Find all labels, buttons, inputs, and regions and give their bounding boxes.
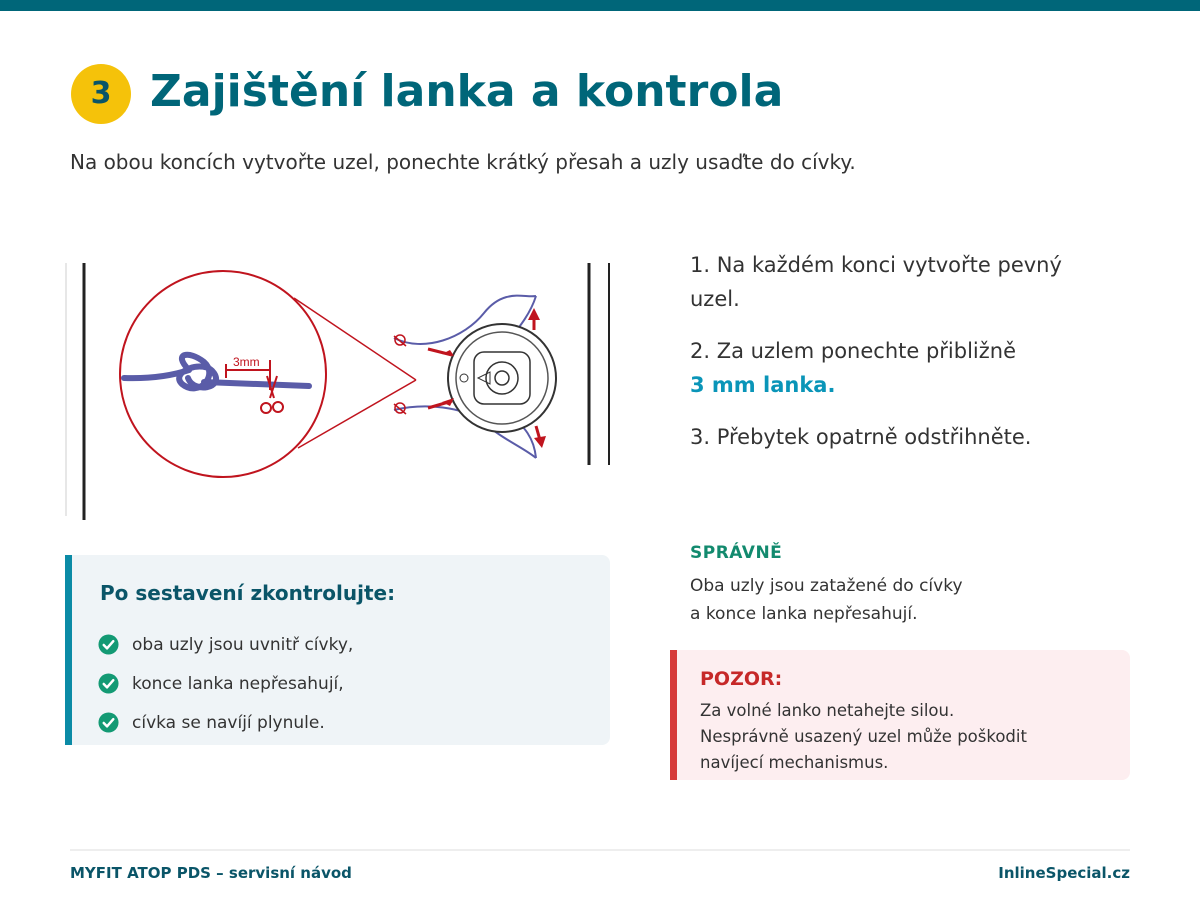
correct-title: SPRÁVNĚ — [690, 543, 783, 563]
zoom-circle — [120, 271, 326, 477]
correct-text-line: Oba uzly jsou zatažené do cívky — [690, 576, 963, 596]
warning-title: POZOR: — [700, 668, 783, 690]
warning-text-line: Nesprávně usazený uzel může poškodit — [700, 727, 1027, 746]
checklist-panel — [65, 555, 610, 745]
footer-divider — [70, 849, 1130, 851]
page-title: Zajištění lanka a kontrola — [150, 66, 784, 117]
warning-text-line: navíjecí mechanismus. — [700, 753, 889, 772]
step-3: 3. Přebytek opatrně odstřihněte. — [690, 425, 1032, 449]
checklist-item — [98, 664, 353, 703]
step-2 — [690, 334, 1110, 402]
warning-text-line: Za volné lanko netahejte silou. — [700, 701, 955, 720]
step-number-badge: 3 — [71, 64, 131, 124]
correct-text — [690, 572, 1110, 628]
warning-text — [700, 698, 1120, 776]
check-circle-icon — [98, 712, 119, 733]
step-1: 1. Na každém konci vytvořte pevný uzel. — [690, 253, 1062, 311]
measure-label: 3mm — [233, 355, 260, 369]
arrow-out-bottom-icon — [534, 426, 546, 448]
checklist-item-label: cívka se navíjí plynule. — [132, 712, 325, 733]
cord-right — [204, 382, 309, 386]
arrow-in-top-icon — [428, 349, 454, 356]
step-2-text: 2. Za uzlem ponechte přibližně — [690, 339, 1017, 363]
checklist-title: Po sestavení zkontrolujte: — [100, 581, 396, 605]
checklist — [98, 625, 353, 742]
check-circle-icon — [98, 634, 119, 655]
checklist-item-label: konce lanka nepřesahují, — [132, 673, 344, 694]
page-subtitle: Na obou koncích vytvořte uzel, ponechte krátký přesah a uzly usaďte do cívky. — [70, 150, 856, 174]
correct-text-line: a konce lanka nepřesahují. — [690, 604, 918, 624]
checklist-item — [98, 625, 353, 664]
small-knot-top-icon — [394, 335, 406, 346]
warning-panel — [670, 650, 1130, 780]
footer-brand: InlineSpecial.cz — [998, 864, 1130, 882]
checklist-item-label: oba uzly jsou uvnitř cívky, — [132, 634, 354, 655]
step-2-highlight: 3 mm lanka. — [690, 373, 836, 397]
top-accent-bar — [0, 0, 1200, 11]
spool-icon — [448, 324, 556, 432]
instruction-steps — [690, 248, 1110, 472]
footer-document-title: MYFIT ATOP PDS – servisní návod — [70, 864, 352, 882]
knot-illustration — [64, 258, 624, 520]
check-circle-icon — [98, 673, 119, 694]
checklist-item — [98, 703, 353, 742]
